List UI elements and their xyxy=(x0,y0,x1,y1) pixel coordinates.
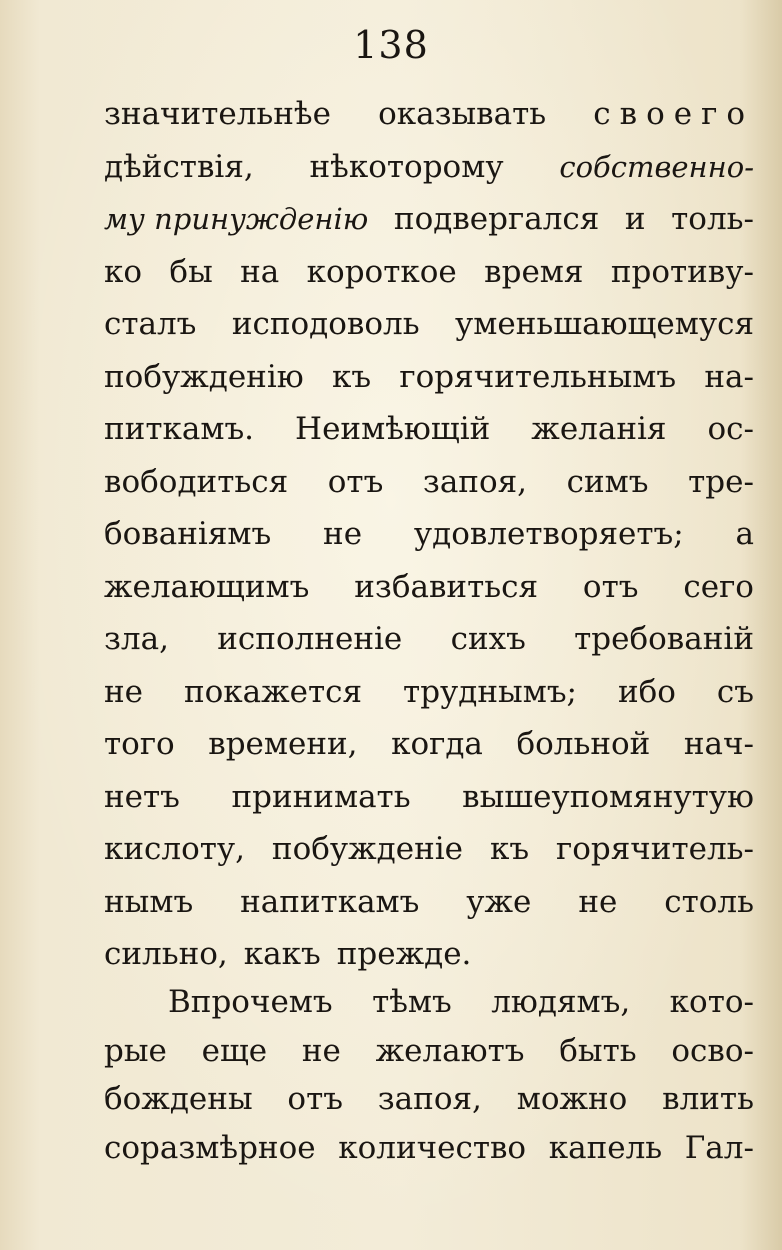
word: кислоту, xyxy=(104,831,245,867)
word: сталъ xyxy=(104,306,197,342)
word: людямъ, xyxy=(491,984,631,1020)
word: бованіямъ xyxy=(104,516,272,552)
word: ибо xyxy=(617,673,676,710)
word: оказывать xyxy=(378,96,547,132)
word: побужденіе xyxy=(271,831,464,867)
text-line xyxy=(104,823,754,876)
italic-phrase: му принужденію xyxy=(104,202,369,236)
word: отъ xyxy=(582,568,639,605)
text-line xyxy=(104,718,754,771)
word: когда xyxy=(391,726,483,762)
word: къ xyxy=(332,358,372,395)
word: тре- xyxy=(688,463,754,500)
text-line xyxy=(104,1124,754,1173)
text-line xyxy=(104,876,754,929)
word: горячительнымъ xyxy=(399,358,677,395)
word: капель xyxy=(548,1129,663,1166)
word: подвергался xyxy=(393,201,600,237)
text-line xyxy=(104,456,754,509)
word: сего xyxy=(683,568,754,605)
word: не xyxy=(578,883,618,920)
word: нетъ xyxy=(104,778,180,815)
text-line xyxy=(104,771,754,824)
text-line xyxy=(104,298,754,351)
word: принимать xyxy=(231,778,411,815)
text-line xyxy=(104,508,754,561)
word: можно xyxy=(516,1081,628,1117)
text-line xyxy=(104,666,754,719)
word: еще xyxy=(201,1032,268,1069)
paragraph-2 xyxy=(104,978,754,1172)
text-line xyxy=(104,246,754,299)
word: на xyxy=(240,253,280,290)
paragraph-1 xyxy=(104,88,754,981)
word: требованій xyxy=(574,621,754,657)
word: и xyxy=(624,201,646,237)
text-line xyxy=(104,613,754,666)
word: избавиться xyxy=(354,568,539,605)
word: дѣйствія, xyxy=(104,148,254,185)
word: побужденію xyxy=(104,358,304,395)
word: а xyxy=(735,516,754,552)
word: не xyxy=(301,1032,341,1069)
word: запоя, xyxy=(422,463,528,500)
text-line xyxy=(104,978,754,1027)
page-number: 138 xyxy=(353,23,429,67)
word: покажется xyxy=(183,673,363,710)
word: бождены xyxy=(104,1081,253,1117)
text-line xyxy=(104,351,754,404)
word: нымъ xyxy=(104,883,194,920)
word: сильно, xyxy=(104,936,228,972)
word: желанія xyxy=(531,411,667,447)
word: количество xyxy=(338,1129,527,1166)
word: осво- xyxy=(671,1032,754,1069)
word: кото- xyxy=(669,984,754,1020)
text-line xyxy=(104,88,754,141)
word: значительнѣе xyxy=(104,96,331,132)
word: соразмѣрное xyxy=(104,1129,316,1166)
word: вышеупомянутую xyxy=(462,778,754,815)
word: столь xyxy=(664,883,754,920)
text-line xyxy=(104,141,754,194)
word: на- xyxy=(704,358,754,395)
word: время xyxy=(484,253,584,290)
word: отъ xyxy=(327,463,384,500)
word: толь- xyxy=(671,201,754,237)
word: ос- xyxy=(707,411,754,447)
word: того xyxy=(104,726,175,762)
word: нѣкоторому xyxy=(309,148,504,185)
word: исподоволь xyxy=(231,306,420,342)
word: тѣмъ xyxy=(372,984,452,1020)
word: нач- xyxy=(683,726,754,762)
word: сихъ xyxy=(450,621,526,657)
word: зла, xyxy=(104,621,169,657)
text-line xyxy=(104,561,754,614)
word: напиткамъ xyxy=(240,883,420,920)
word: своего xyxy=(593,96,754,132)
word: времени, xyxy=(208,726,358,762)
word: уже xyxy=(466,883,532,920)
text-line xyxy=(104,1075,754,1124)
word: уменьшающемуся xyxy=(455,306,754,342)
word: бы xyxy=(169,253,213,290)
word: къ xyxy=(489,831,530,867)
text-line xyxy=(104,193,754,246)
word: не xyxy=(323,516,363,552)
word: горячитель- xyxy=(555,831,754,867)
word: Впрочемъ xyxy=(168,984,333,1020)
word: быть xyxy=(559,1032,637,1069)
word: запоя, xyxy=(377,1081,482,1117)
word: труднымъ; xyxy=(403,673,577,710)
word: короткое xyxy=(306,253,457,290)
word: съ xyxy=(716,673,754,710)
word: какъ xyxy=(243,936,321,972)
word: исполненіе xyxy=(217,621,403,657)
word: не xyxy=(104,673,144,710)
word: питкамъ. xyxy=(104,411,255,447)
word: Гал- xyxy=(684,1129,754,1166)
text-line xyxy=(104,928,754,981)
word: рые xyxy=(104,1032,167,1069)
word: вободиться xyxy=(104,463,289,500)
word: влить xyxy=(662,1081,754,1117)
word: удовлетворяетъ; xyxy=(413,516,684,552)
italic-word: собственно- xyxy=(559,149,754,184)
text-line xyxy=(104,1027,754,1076)
word: прежде. xyxy=(336,936,472,972)
text-line xyxy=(104,403,754,456)
word: ко xyxy=(104,253,143,290)
word: отъ xyxy=(287,1081,343,1117)
word: желаютъ xyxy=(375,1032,525,1069)
word: симъ xyxy=(566,463,649,500)
word: желающимъ xyxy=(104,568,310,605)
word: Неимѣющій xyxy=(295,411,491,447)
word: противу- xyxy=(610,253,754,290)
word: больной xyxy=(516,726,651,762)
